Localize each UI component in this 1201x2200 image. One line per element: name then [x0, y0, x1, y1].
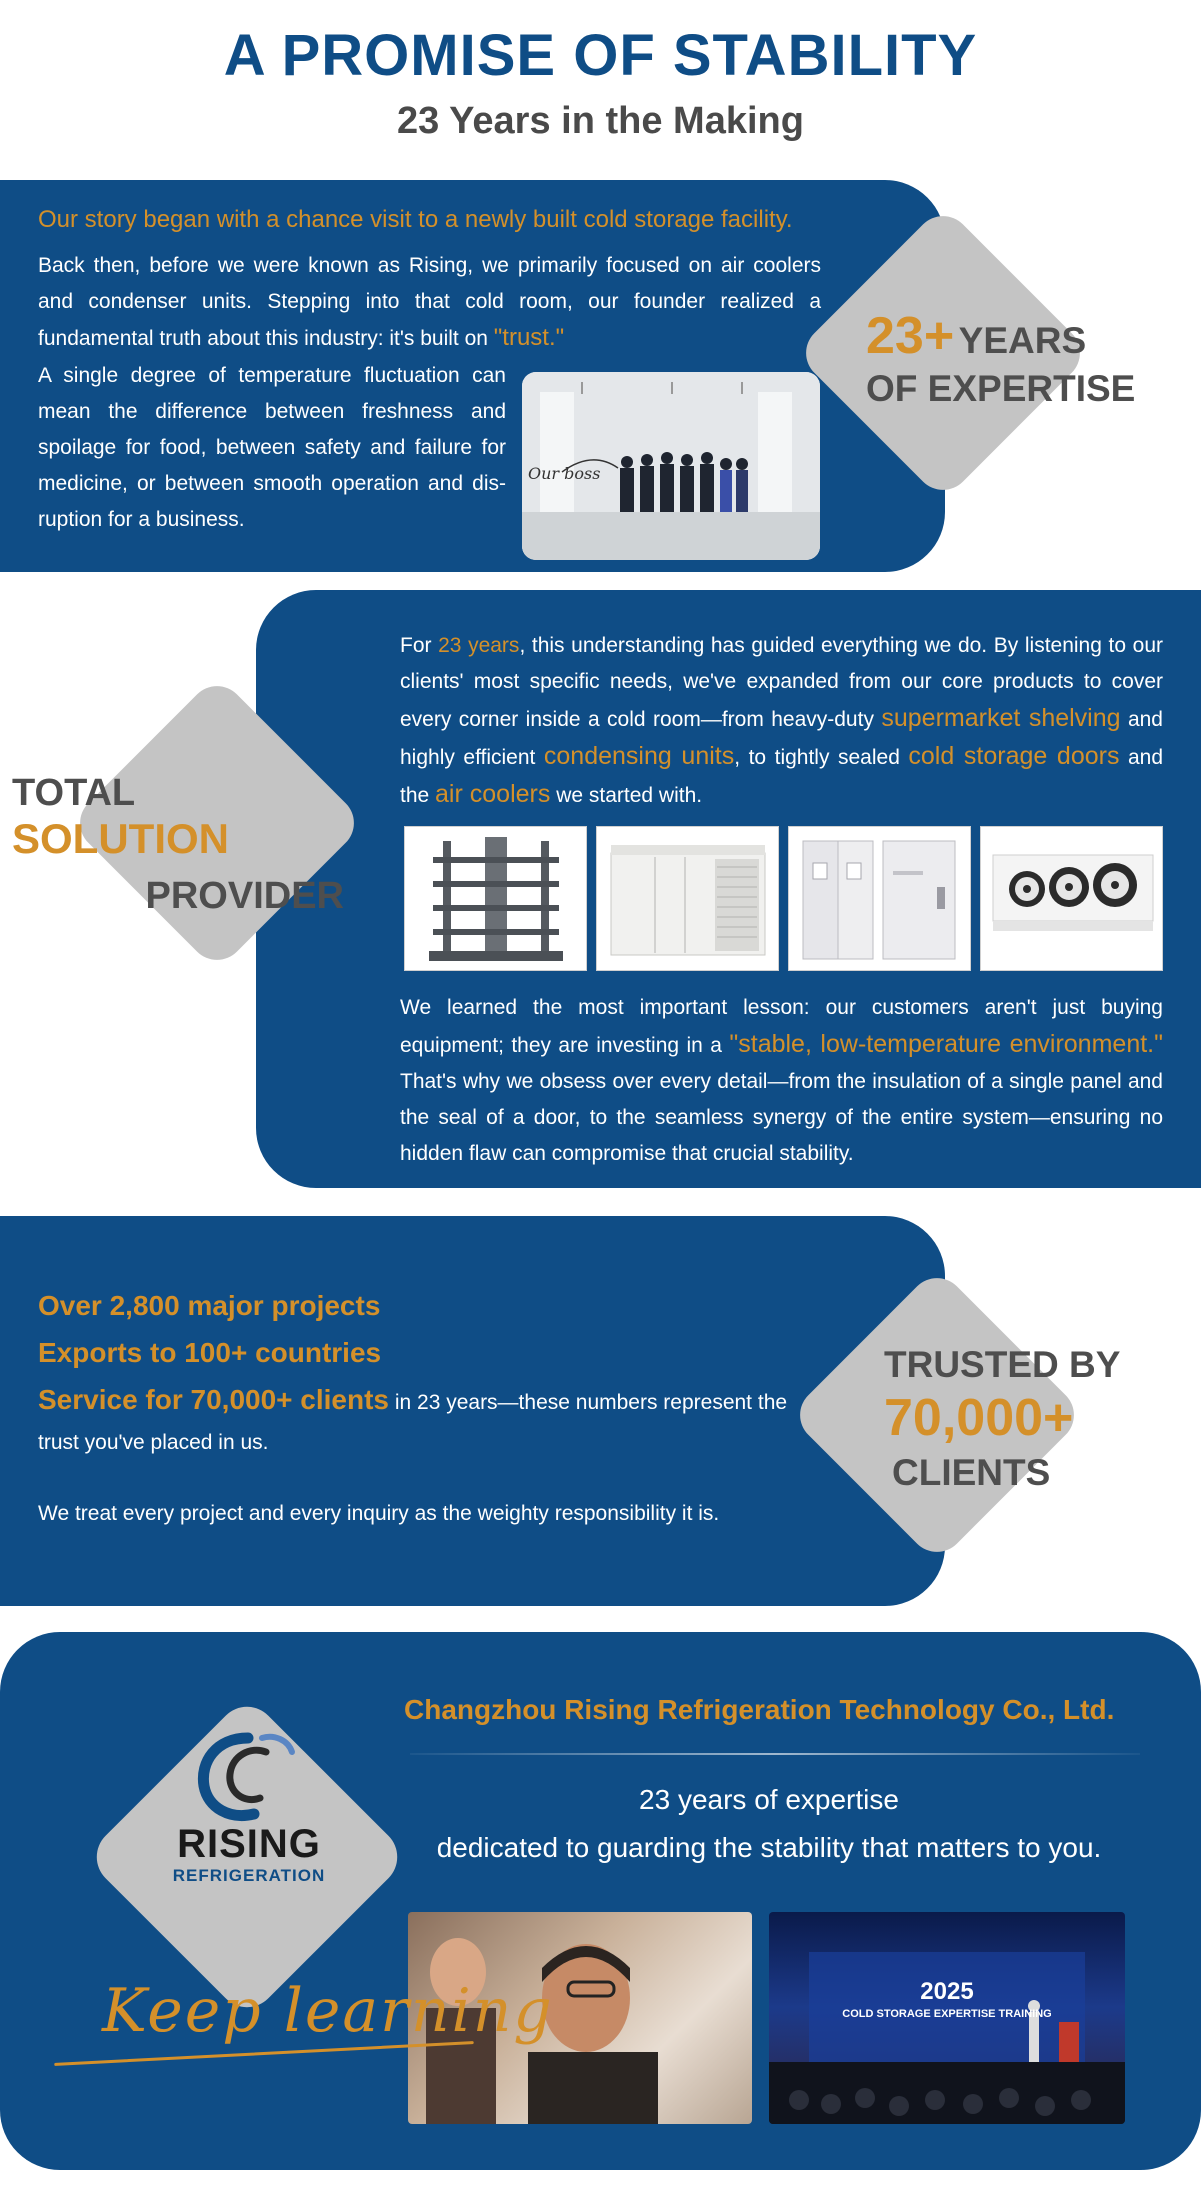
tagline-2: dedicated to guarding the stability that matters to you.	[436, 1832, 1102, 1863]
story-line: mean the difference between freshness and	[38, 400, 506, 423]
story-text-a: Back then, before we were known as Rising, we primarily focused on air coolers and condenser units. Stepping into that cold room, our founder realized a fundamental truth about this industry: it's built on	[38, 254, 821, 350]
p1-highlight-coolers: air coolers	[435, 780, 551, 808]
founder-photo	[522, 372, 820, 560]
company-divider	[410, 1753, 1140, 1755]
solution-badge	[12, 772, 352, 918]
expertise-number: 23+	[866, 307, 955, 365]
story-paragraph-b	[38, 358, 506, 538]
solution-total: TOTAL	[12, 772, 136, 814]
company-name: Changzhou Rising Refrigeration Technology Co., Ltd.	[404, 1694, 1115, 1725]
doors-illustration	[789, 827, 970, 970]
product-cold-storage-doors	[788, 826, 971, 971]
rising-logo-icon	[138, 1716, 360, 1826]
stat-projects: Over 2,800 major projects	[38, 1290, 381, 1321]
story-line: ruption for a business.	[38, 508, 245, 531]
event-year: 2025	[920, 1978, 974, 2005]
p1-text: and highly efficient	[400, 708, 1163, 769]
expertise-badge	[866, 306, 1176, 410]
story-lead: Our story began with a chance visit to a newly built cold storage facility.	[38, 206, 793, 233]
product-air-cooler	[980, 826, 1163, 971]
p1-text: , this understanding has guided everything we do. By listening to our clients' most specific needs, we've expanded from our core products to cover every corner inside a cold room—from heavy-duty	[400, 634, 1163, 731]
trusted-number: 70,000+	[884, 1389, 1074, 1447]
stat-clients: Service for 70,000+ clients	[38, 1384, 389, 1415]
shelving-illustration	[405, 827, 586, 970]
solution-paragraph-1	[400, 628, 1163, 814]
story-line: A single degree of temperature fluctuation can	[38, 364, 506, 387]
p1-highlight-shelving: supermarket shelving	[881, 704, 1121, 732]
logo-sub: REFRIGERATION	[172, 1866, 326, 1885]
trusted-line1: TRUSTED BY	[884, 1344, 1121, 1385]
air-cooler-illustration	[981, 827, 1162, 970]
p1-text: and the	[400, 746, 1164, 807]
condensing-unit-illustration	[597, 827, 778, 970]
expertise-line2: OF EXPERTISE	[866, 368, 1136, 409]
p1-text: we started with.	[550, 784, 703, 807]
solution-provider: PROVIDER	[145, 875, 344, 917]
responsibility-line: We treat every project and every inquiry as the weighty responsibility it is.	[38, 1502, 720, 1525]
solution-paragraph-2	[400, 990, 1163, 1172]
company-logo	[138, 1716, 360, 1976]
page-title: A PROMISE OF STABILITY	[223, 23, 978, 88]
event-title: COLD STORAGE EXPERTISE TRAINING	[842, 2008, 1052, 2020]
p1-text: For	[400, 634, 439, 657]
story-line: medicine, or between smooth operation and dis-	[38, 472, 506, 495]
trusted-badge	[884, 1344, 1144, 1494]
expertise-years: YEARS	[958, 320, 1087, 361]
stat-clients-paragraph	[38, 1380, 818, 1463]
p1-highlight-doors: cold storage doors	[908, 742, 1120, 770]
tagline-1: 23 years of expertise	[639, 1784, 899, 1815]
story-paragraph	[38, 248, 821, 357]
p2-text: That's why we obsess over every detail—from the insulation of a single panel and the seal of a door, to the seamless synergy of the entire system—ensuring no hidden flaw can compromise that crucial stability.	[400, 1070, 1163, 1165]
trusted-line3: CLIENTS	[892, 1452, 1051, 1493]
product-condensing-unit	[596, 826, 779, 971]
page-subtitle: 23 Years in the Making	[397, 100, 804, 142]
training-event-photo	[769, 1912, 1125, 2124]
keep-learning-script: Keep learning	[102, 1976, 554, 2046]
p1-highlight-years: 23 years	[438, 634, 520, 657]
product-supermarket-shelving	[404, 826, 587, 971]
trust-highlight: "trust."	[493, 324, 565, 351]
p1-text: , to tightly sealed	[734, 746, 909, 769]
p1-highlight-condensing: condensing units	[543, 742, 735, 770]
solution-word: SOLUTION	[12, 815, 229, 862]
story-line: spoilage for food, between safety and failure for	[38, 436, 506, 459]
stat-countries: Exports to 100+ countries	[38, 1337, 382, 1368]
stat-clients-tail: in 23 years—these numbers represent the trust you've placed in us.	[38, 1391, 788, 1454]
p2-highlight-stable: "stable, low-temperature environment."	[729, 1030, 1163, 1058]
logo-word: RISING	[177, 1822, 321, 1866]
photo-caption: Our boss	[528, 464, 601, 483]
p2-text: We learned the most important lesson: our customers aren't just buying equipment; they are investing in a	[400, 996, 1163, 1057]
